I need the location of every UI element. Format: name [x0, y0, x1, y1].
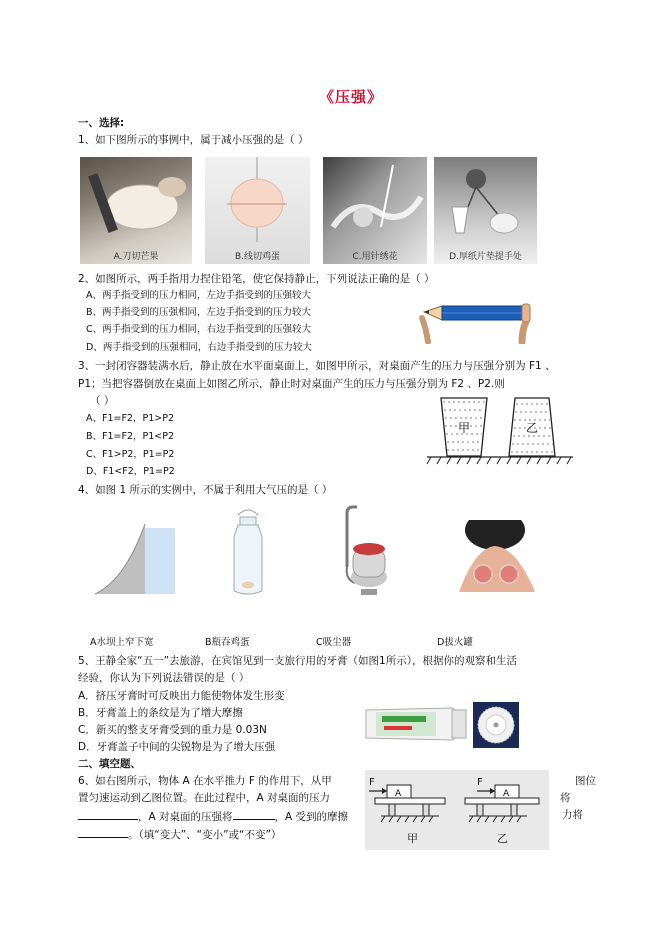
cupping-illustration	[455, 520, 537, 592]
toothpaste-cap-figure	[473, 702, 519, 748]
push-block-figure	[365, 770, 549, 850]
cupping-figure	[455, 520, 537, 592]
figure-label-F-right: F	[477, 777, 483, 788]
q5-option-d: D．牙膏盖子中间的尖锐物是为了增大压强	[78, 741, 276, 753]
q1-caption-b: B.线切鸡蛋	[234, 252, 281, 262]
q1-image-d	[434, 157, 537, 264]
q1-image-b	[205, 157, 310, 264]
thread-egg-illustration	[205, 157, 310, 264]
q6-blank-pressure-force[interactable]	[78, 808, 138, 820]
pencil-fingers-figure	[418, 298, 536, 344]
needle-embroidery-illustration	[323, 157, 427, 264]
q6-line1-end: 图位	[575, 775, 596, 787]
q5-line2: 经验，你认为下列说法错误的是（ ）	[78, 672, 250, 684]
q2-option-c: C、两手指受到的压力相同，右边手指受到的压强较大	[86, 324, 312, 335]
q3-option-c: C、F1>P2，P1=P2	[86, 449, 175, 460]
q3-line3: （ ）	[90, 395, 115, 407]
q5-line1: 5、王静全家“五一”去旅游，在宾馆见到一支旅行用的牙膏（如图1所示），根据你的观察和生活	[78, 655, 517, 667]
q6-blank-pressure[interactable]	[233, 808, 275, 820]
q3-option-a: A、F1=F2，P1>P2	[86, 413, 174, 424]
q6-line3-mid: ，A 对桌面的压强将	[138, 811, 233, 823]
q3-line1: 3、一封闭容器装满水后，静止放在水平面桌面上，如图甲所示，对桌面产生的压力与压强分别为 F1 、	[78, 360, 556, 372]
q2-stem: 2、如图所示，两手指用力捏住铅笔，使它保持静止，下列说法正确的是（ ）	[78, 273, 435, 285]
q3-option-b: B、F1=F2，P1<P2	[86, 431, 175, 442]
q6-line1: 6、如右图所示，物体 A 在水平推力 F 的作用下，从甲	[78, 775, 332, 787]
q1-caption-d: D.厚纸片垫提手处	[449, 252, 522, 262]
dam-figure	[95, 520, 177, 596]
q6-line3-mid2: ，A 受到的摩擦	[274, 811, 349, 823]
q4-caption-b: B瓶吞鸡蛋	[205, 637, 250, 648]
container-figure	[425, 390, 575, 470]
bottle-egg-figure	[228, 505, 268, 597]
page-title: 《压强》	[319, 88, 384, 106]
container-label-yi: 乙	[525, 421, 539, 435]
q1-stem: 1、如下图所示的事例中，属于减小压强的是（ ）	[78, 134, 309, 146]
q3-option-d: D、F1<F2，P1=P2	[86, 466, 175, 477]
q4-caption-a: A水坝上窄下宽	[90, 637, 154, 648]
q6-line2: 置匀速运动到乙图位置。在此过程中，A 对桌面的压力	[78, 792, 331, 804]
q2-option-b: B、两手指受到的压强相同，左边手指受到的压力较大	[86, 307, 312, 318]
q4-caption-d: D拔火罐	[437, 637, 473, 648]
figure-label-F-left: F	[369, 777, 375, 788]
figure-label-yi: 乙	[497, 832, 508, 845]
figure-label-jia: 甲	[407, 832, 418, 845]
q6-blank-friction[interactable]	[78, 826, 128, 838]
q5-option-b: B．牙膏盖上的条纹是为了增大摩擦	[78, 707, 243, 719]
knife-mango-illustration	[80, 157, 192, 264]
q1-caption-c: C.用针绣花	[352, 252, 398, 262]
q6-line3	[78, 808, 348, 824]
q6-line3-end: 力将	[562, 809, 583, 821]
q1-caption-a: A.刀切芒果	[113, 252, 159, 262]
paper-handle-illustration	[434, 157, 537, 264]
figure-label-A-left: A	[395, 789, 402, 799]
section-choice-heading: 一、选择:	[78, 117, 125, 129]
vacuum-figure	[335, 505, 393, 600]
figure-label-A-right: A	[503, 789, 510, 799]
section-fill-heading: 二、填空题、	[78, 758, 141, 770]
q6-line2-end: 将	[560, 792, 571, 804]
q1-image-a	[80, 157, 192, 264]
q6-line4-text: 。（填“变大”、“变小”或“不变”）	[128, 829, 282, 841]
q4-caption-c: C吸尘器	[316, 637, 352, 648]
q3-line2: P1；当把容器倒放在桌面上如图乙所示，静止时对桌面产生的压力与压强分别为 F2 、P2.则	[78, 378, 505, 390]
q4-stem: 4、如图 1 所示的实例中，不属于利用大气压的是（ ）	[78, 484, 333, 496]
q2-option-d: D、两手指受到的压强相同，右边手指受到的压力较大	[86, 342, 312, 353]
q2-option-a: A、两手指受到的压力相同，左边手指受到的压强较大	[86, 290, 311, 301]
q1-image-c	[323, 157, 427, 264]
container-label-jia: 甲	[457, 421, 471, 435]
toothpaste-figure	[362, 702, 468, 746]
q5-option-c: C．新买的整支牙膏受到的重力是 0.03N	[78, 724, 267, 736]
q5-option-a: A．挤压牙膏时可反映出力能使物体发生形变	[78, 690, 285, 702]
q6-line4	[78, 826, 281, 842]
